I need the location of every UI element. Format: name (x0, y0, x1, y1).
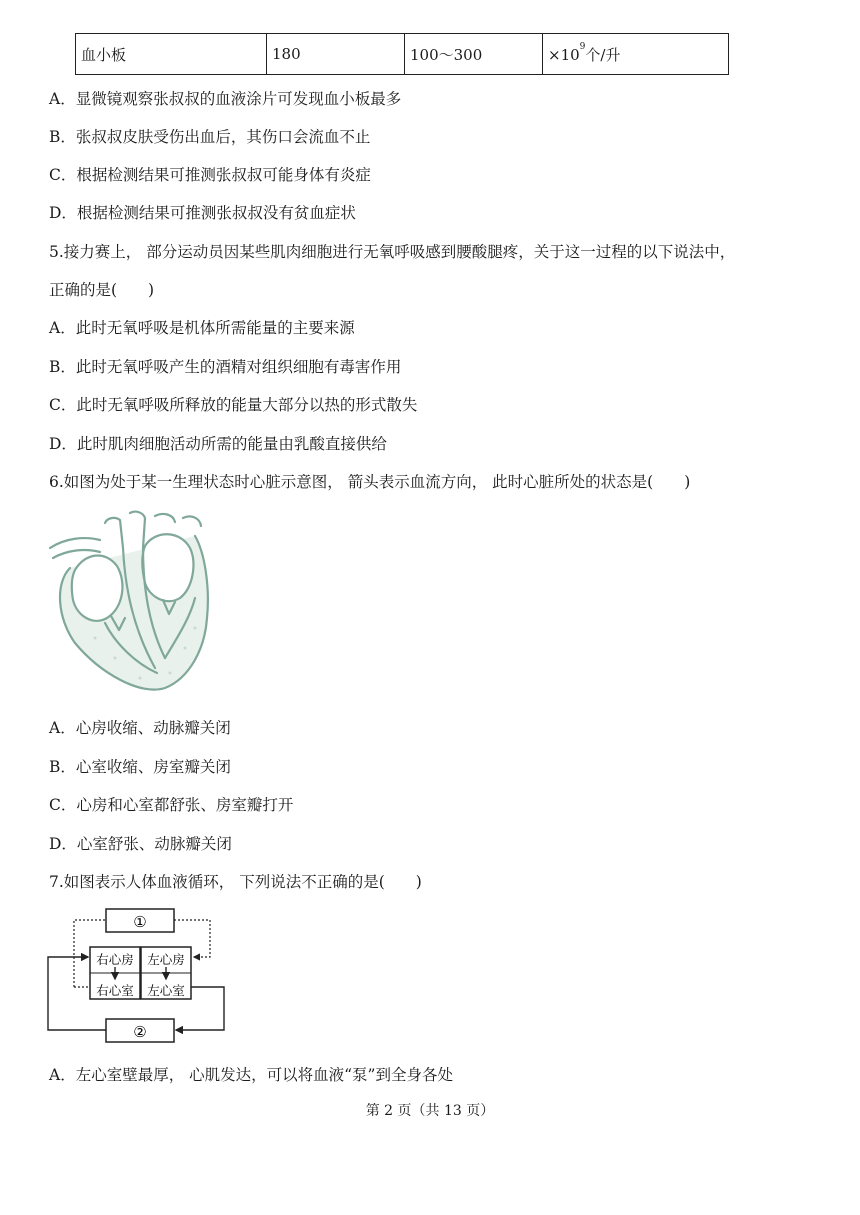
left-atrium-label: 左心房 (147, 952, 185, 967)
right-atrium-label: 右心房 (96, 952, 134, 967)
q4-option-a: A．显微镜观察张叔叔的血液涂片可发现血小板最多 (49, 90, 402, 108)
blood-test-table (75, 33, 729, 75)
table-row (76, 34, 729, 75)
top-box-label: ① (133, 913, 147, 931)
q6-option-b: B．心室收缩、房室瓣关闭 (49, 758, 231, 776)
page-footer: 第 2 页（共 13 页） (365, 1103, 495, 1119)
table-cell-range: 100～300 (405, 34, 543, 75)
bottom-box-label: ② (133, 1023, 147, 1041)
table-cell-name: 血小板 (76, 34, 267, 75)
left-ventricle-label: 左心室 (147, 983, 185, 998)
q7-option-a: A．左心室壁最厚， 心肌发达，可以将血液“泵”到全身各处 (49, 1066, 453, 1084)
q5-option-a: A．此时无氧呼吸是机体所需能量的主要来源 (49, 319, 355, 337)
q5-option-c: C．此时无氧呼吸所释放的能量大部分以热的形式散失 (49, 396, 418, 414)
unit-exponent: 9 (579, 41, 586, 52)
circulation-diagram (44, 905, 234, 1045)
q7-stem: 7.如图表示人体血液循环， 下列说法不正确的是( ) (49, 873, 422, 891)
q5-stem-line1: 5.接力赛上， 部分运动员因某些肌肉细胞进行无氧呼吸感到腰酸腿疼，关于这一过程的以下说法中， (49, 243, 736, 261)
q4-option-c: C．根据检测结果可推测张叔叔可能身体有炎症 (49, 166, 371, 184)
q4-option-b: B．张叔叔皮肤受伤出血后，其伤口会流血不止 (49, 128, 371, 146)
q6-option-d: D．心室舒张、动脉瓣关闭 (49, 835, 232, 853)
q5-option-b: B．此时无氧呼吸产生的酒精对组织细胞有毒害作用 (49, 358, 402, 376)
table-cell-value: 180 (267, 34, 405, 75)
q6-option-c: C．心房和心室都舒张、房室瓣打开 (49, 796, 294, 814)
q5-option-d: D．此时肌肉细胞活动所需的能量由乳酸直接供给 (49, 435, 387, 453)
right-ventricle-label: 右心室 (96, 983, 134, 998)
heart-diagram (45, 508, 220, 703)
q5-stem-line2: 正确的是( ) (49, 281, 155, 299)
q4-option-d: D．根据检测结果可推测张叔叔没有贫血症状 (49, 204, 356, 222)
q6-option-a: A．心房收缩、动脉瓣关闭 (49, 719, 231, 737)
table-cell-unit (543, 34, 729, 75)
unit-prefix: ×10 (548, 45, 580, 64)
unit-suffix: 个/升 (585, 45, 621, 64)
q6-stem: 6.如图为处于某一生理状态时心脏示意图， 箭头表示血流方向， 此时心脏所处的状态是( ) (49, 473, 691, 491)
